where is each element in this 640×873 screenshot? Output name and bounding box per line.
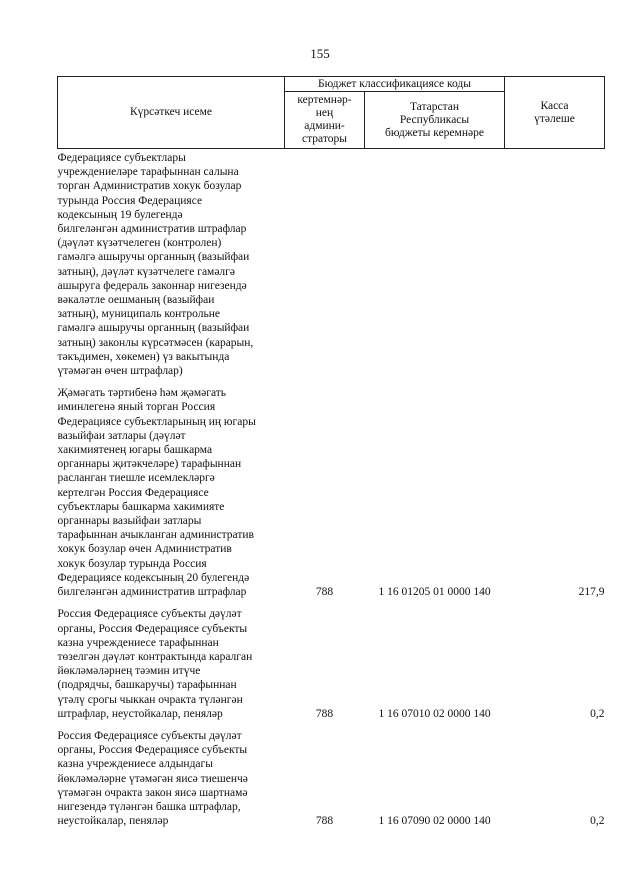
row-budget-code: 1 16 01205 01 0000 140 — [378, 586, 491, 599]
header-admin-text: кертемнәр- нең админи- страторы — [297, 94, 352, 145]
indicator-name-line: Федерациясе субъектлары — [57, 152, 186, 164]
indicator-name-line: расланган тиешле исемлекләргә — [57, 472, 215, 485]
header-revenue-administrator — [285, 92, 365, 149]
header-cash-execution — [505, 77, 605, 149]
indicator-name-line: (подрядчы, башкаручы) тарафыннан — [57, 679, 237, 692]
row-cash-amount: 217,9 — [578, 586, 605, 599]
indicator-name-line: гамәлгә ашыручы органның (вазыйфаи — [57, 322, 250, 335]
indicator-name-line: органнары җитәкчеләре) тарафыннан — [57, 458, 242, 471]
indicator-name-line: ашыруга федераль законнар нигезендә — [57, 279, 247, 292]
header-republic-budget-revenues — [365, 92, 505, 149]
indicator-name-line: үтәмәгән очракта закон яисә шартнамә — [57, 786, 248, 799]
page-number: 155 — [310, 46, 330, 61]
indicator-name-line: органы, Россия Федерациясе субъекты — [57, 744, 248, 757]
indicator-name-line: затның) законлы күрсәтмәсен (карарын, — [57, 336, 254, 349]
row-administrator-code: 788 — [315, 707, 334, 720]
indicator-name-line: үтәлү срогы чыккан очракта түләнгән — [57, 693, 243, 706]
indicator-name-line: органнары вазыйфаи затлары — [57, 515, 202, 528]
table-row — [58, 149, 605, 385]
table-row — [58, 605, 605, 727]
indicator-name-line: субъектлары башкарма хакимияте — [57, 500, 225, 513]
indicator-name-line: затның), муниципаль контрольне — [57, 308, 221, 321]
header-cash-text: Касса үтәлеше — [534, 99, 575, 125]
table-row — [58, 384, 605, 605]
indicator-name-line: турында Россия Федерациясе — [57, 194, 203, 207]
indicator-name-line: вәкаләтле оешманың (вазыйфаи — [57, 294, 215, 307]
indicator-name-line: затның), дәүләт күзәтчелеге гамәлгә — [57, 265, 235, 278]
indicator-name-line: хокук бозулар өчен Административ — [57, 543, 232, 556]
row-administrator-code: 788 — [315, 586, 334, 599]
row-cash-amount: 0,2 — [590, 815, 605, 828]
indicator-name-line: гамәлгә ашыручы органның (вазыйфаи — [57, 251, 250, 264]
table-body — [58, 149, 605, 835]
indicator-name-line: йөкләмәләрнең тәэмин итүче — [57, 665, 201, 678]
indicator-name-line: неустойкалар, пеняләр — [57, 815, 169, 828]
indicator-name-line: кертелгән Россия Федерациясе — [57, 486, 209, 499]
indicator-name-line: нигезендә түләнгән башка штрафлар, — [57, 800, 241, 813]
indicator-name-line: хокук бозулар турында Россия — [57, 557, 207, 570]
row-administrator-code: 788 — [315, 815, 334, 828]
row-indicator-name — [58, 605, 285, 727]
indicator-name-line: билгеләнгән административ штрафлар — [57, 223, 247, 236]
row-indicator-name — [58, 384, 285, 605]
header-budget-classification-code: Бюджет классификациясе коды — [285, 77, 505, 92]
indicator-name-line: учреждениеләре тарафыннан салына — [57, 166, 239, 179]
indicator-name-line: билгеләнгән административ штрафлар — [57, 586, 247, 599]
indicator-name-line: хакимиятенең югары башкарма — [57, 444, 213, 457]
row-administrator-code — [285, 149, 365, 385]
indicator-name-line: иминлегенә яный торган Россия — [57, 401, 216, 414]
indicator-name-line: Җәмәгать тәртибенә һәм җәмәгать — [57, 387, 227, 400]
row-cash-amount: 0,2 — [590, 707, 605, 720]
indicator-name-line: казна учреждениесе алдындагы — [57, 758, 213, 771]
indicator-name-line: органы, Россия Федерациясе субъекты — [57, 622, 248, 635]
indicator-name-line: төзелгән дәүләт контрактында каралган — [57, 650, 253, 663]
indicator-name-line: Федерациясе кодексының 20 булегендә — [57, 571, 250, 584]
indicator-name-line: тәкъдимен, хөкемен) үз вакытында — [57, 350, 230, 363]
indicator-name-line: казна учреждениесе тарафыннан — [57, 636, 219, 649]
indicator-name-line: Федерациясе субъектларының иң югары — [57, 415, 256, 428]
row-indicator-name — [58, 727, 285, 834]
row-budget-code — [365, 149, 505, 385]
row-cash-amount — [505, 149, 605, 385]
indicator-name-line: вазыйфаи затлары (дәүләт — [57, 429, 186, 442]
indicator-name-line: кодексының 19 булегендә — [57, 208, 183, 221]
budget-revenue-table — [57, 76, 605, 834]
indicator-name-line: Россия Федерациясе субъекты дәүләт — [57, 729, 242, 742]
header-indicator-name: Күрсәткеч исеме — [58, 77, 285, 149]
indicator-name-line: йөкләмәләрне үтәмәгән яисә тиешенчә — [57, 772, 248, 785]
indicator-name-line: Россия Федерациясе субъекты дәүләт — [57, 608, 242, 621]
indicator-name-line: тарафыннан ачыкланган административ — [57, 529, 254, 542]
indicator-name-line: штрафлар, неустойкалар, пеняләр — [57, 707, 223, 720]
row-budget-code: 1 16 07090 02 0000 140 — [378, 815, 491, 828]
indicator-name-line: (дәүләт күзәтчелеген (контролен) — [57, 237, 222, 250]
header-revenues-text: Татарстан Республикасы бюджеты керемнәре — [385, 100, 484, 139]
row-budget-code: 1 16 07010 02 0000 140 — [378, 707, 491, 720]
indicator-name-line: торган Административ хокук бозулар — [57, 180, 242, 193]
table-row — [58, 727, 605, 834]
row-indicator-name — [58, 149, 285, 385]
indicator-name-line: үтәмәгән өчен штрафлар) — [57, 365, 183, 378]
